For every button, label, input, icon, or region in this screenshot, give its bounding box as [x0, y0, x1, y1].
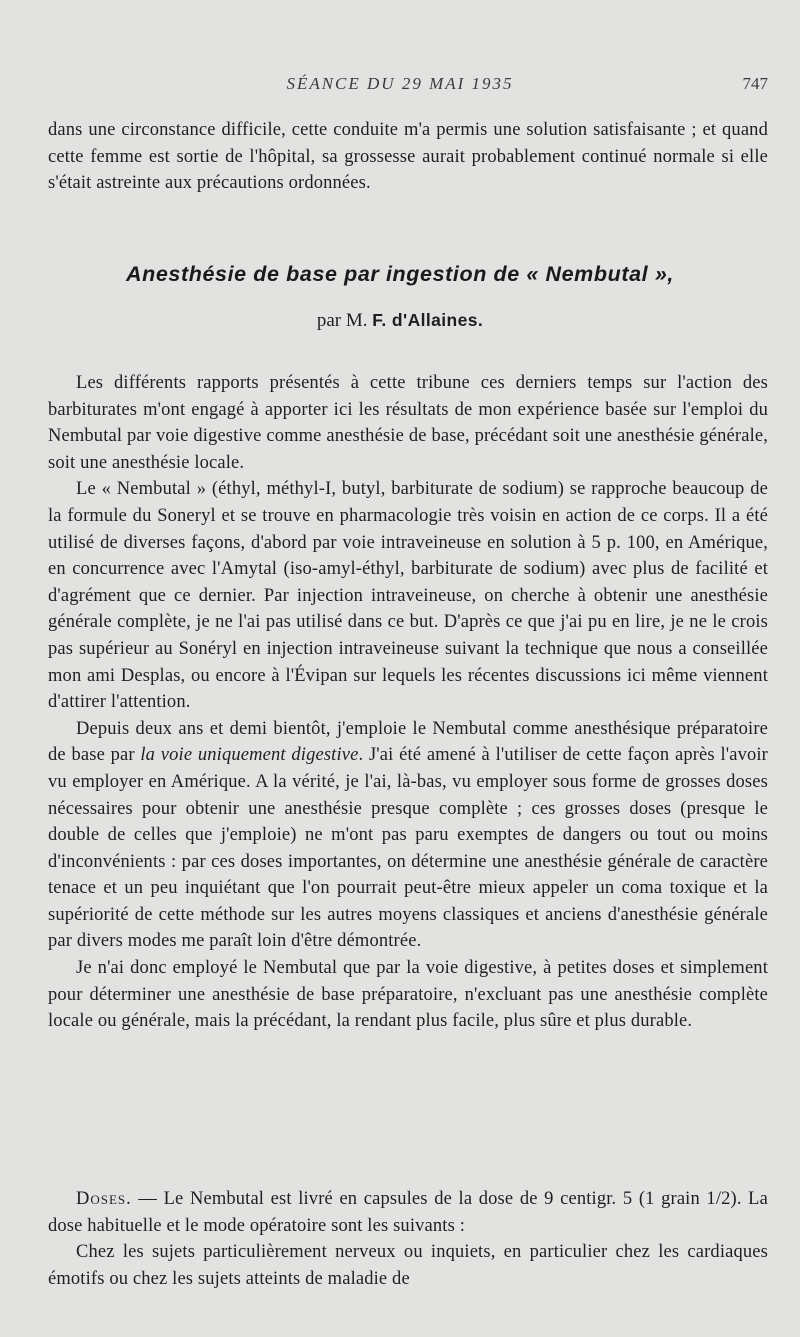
continuation-paragraph: dans une circonstance difficile, cette conduite m'a permis une solution satisfaisante ; et quand cette femme est sortie de l'hôpital, sa grossesse aurait probablement continué normale si elle s'était astreinte aux précautions ordonnées. [48, 120, 768, 194]
paragraph-3-text-end: . J'ai été amené à l'utiliser de cette façon après l'avoir vu employer en Amérique. A la vérité, je l'ai, là-bas, vu employer sous forme de grosses doses nécessaires pour obtenir une anesthésie presque complète ; ces grosses doses (presque le double de celles que j'emploie) ne m'ont pas paru exemptes de dangers ou tout ou moins d'inconvénients : par ces doses importantes, on détermine une anesthésie générale de caractère tenace et un peu inquiétant que l'on pourrait peut-être mieux appeler un coma toxique et la supériorité de cette méthode sur les autres moyens classiques et anciens d'anesthésie générale par divers modes me paraît loin d'être démontrée. [48, 745, 768, 952]
doses-section [48, 1186, 768, 1292]
article-paragraph-3 [48, 716, 768, 955]
article-paragraph-1: Les différents rapports présentés à cette tribune ces derniers temps sur l'action des barbiturates m'ont engagé à apporter ici les résultats de mon expérience basée sur l'emploi du Nembutal par voie digestive comme anesthésie de base, précédant soit une anesthésie générale, soit une anesthésie locale. [48, 373, 768, 473]
article-paragraph-2: Le « Nembutal » (éthyl, méthyl-I, butyl, barbiturate de sodium) se rapproche beaucoup de la formule du Soneryl et se trouve en pharmacologie très voisin en action de ce corps. Il a été utilisé de diverses façons, d'abord par voie intraveineuse en solution à 5 p. 100, en Amérique, en concurrence avec l'Amytal (iso-amyl-éthyl, barbiturate de sodium) avec plus de facilité et d'agrément que ce dernier. Par injection intraveineuse, on cherche à obtenir une anesthésie générale complète, je ne l'ai pas utilisé dans ce but. D'après ce que j'ai pu en lire, je ne le crois pas supérieur au Sonéryl en injection intraveineuse suivant la technique que nous a conseillée mon ami Desplas, ou encore à l'Évipan sur lequels les récentes discussions ici même viennent d'attirer l'attention. [48, 479, 768, 713]
article-title: Anesthésie de base par ingestion de « Nembutal », [126, 262, 674, 286]
running-header [0, 74, 800, 98]
doses-paragraph [48, 1186, 768, 1239]
author-name: F. d'Allaines. [372, 310, 484, 330]
continuation-block [48, 117, 768, 197]
running-title: SÉANCE DU 29 MAI 1935 [286, 74, 514, 93]
doses-text: — Le Nembutal est livré en capsules de la dose de 9 centigr. 5 (1 grain 1/2). La dose habituelle et le mode opératoire sont les suivants : [48, 1189, 768, 1236]
paragraph-3-italic: la voie uniquement digestive [140, 745, 359, 766]
author-prefix: par M. [316, 310, 368, 331]
article-paragraph-4: Je n'ai donc employé le Nembutal que par la voie digestive, à petites doses et simplement pour déterminer une anesthésie de base préparatoire, n'excluant pas une anesthésie complète locale ou générale, mais la précédant, la rendant plus facile, plus sûre et plus durable. [48, 958, 768, 1032]
doses-label: Doses. [76, 1189, 132, 1209]
page-number: 747 [742, 74, 768, 93]
author-line [0, 310, 800, 332]
doses-paragraph-2: Chez les sujets particulièrement nerveux ou inquiets, en particulier chez les cardiaques émotifs ou chez les sujets atteints de maladie de [48, 1242, 768, 1289]
paragraph-3-text-start: Depuis deux ans et demi bientôt, j'emploie le Nembutal comme anesthésique préparatoire de base par [48, 718, 768, 766]
article-body [48, 370, 768, 1035]
